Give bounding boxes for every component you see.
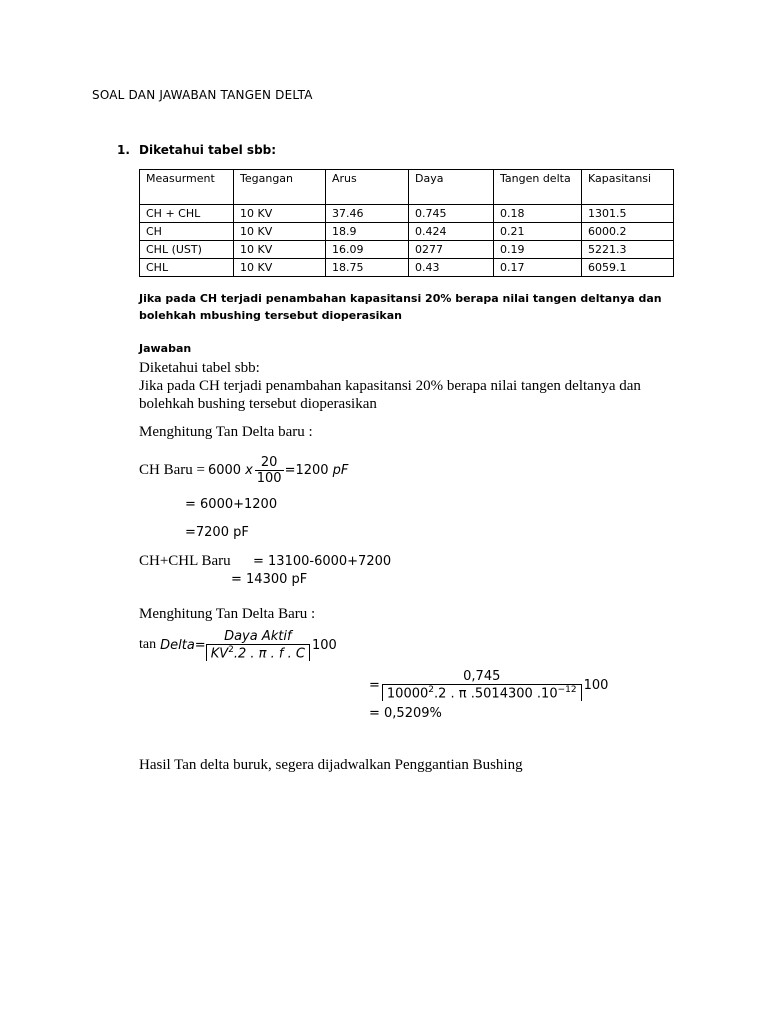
fraction-denominator: [206, 644, 310, 661]
ch-baru-times: x: [245, 462, 253, 478]
table-cell: 37.46: [326, 205, 409, 223]
table-cell: 18.75: [326, 259, 409, 277]
question-number: 1.: [117, 143, 130, 157]
table-cell: 16.09: [326, 241, 409, 259]
answer-heading: Jawaban: [139, 342, 192, 355]
table-header-cell: Tegangan: [234, 170, 326, 205]
question-body: [139, 290, 679, 324]
table-cell: 1301.5: [582, 205, 674, 223]
denominator-exponent: 2: [228, 644, 234, 655]
fraction-numerator: 0,745: [463, 668, 501, 684]
measurement-table: [139, 169, 674, 277]
table-cell: 6000.2: [582, 223, 674, 241]
calc-step: = 13100-6000+7200: [253, 554, 392, 569]
calc-heading: Menghitung Tan Delta baru :: [139, 424, 313, 440]
table-cell: 0.18: [494, 205, 582, 223]
ch-baru-equation: [139, 450, 348, 490]
table-cell: CH + CHL: [140, 205, 234, 223]
table-header-cell: Arus: [326, 170, 409, 205]
table-header-row: [140, 170, 674, 205]
table-row: [140, 241, 674, 259]
table-cell: 6059.1: [582, 259, 674, 277]
formula-multiplier: 100: [583, 677, 609, 693]
calc-step: =7200 pF: [185, 525, 249, 540]
table-cell: 18.9: [326, 223, 409, 241]
answer-restate-line: Jika pada CH terjadi penambahan kapasitansi 20% berapa nilai tangen deltanya dan: [139, 378, 641, 394]
table-cell: 10 KV: [234, 241, 326, 259]
calc-step: = 6000+1200: [185, 497, 278, 512]
table-cell: 0.424: [409, 223, 494, 241]
fraction-denominator: 100: [256, 470, 282, 486]
table-cell: 10 KV: [234, 223, 326, 241]
equals-sign: =: [194, 637, 206, 653]
denominator-exponent-2: −12: [557, 684, 577, 695]
tan-variable: Delta: [160, 637, 195, 653]
answer-restate-line: Diketahui tabel sbb:: [139, 360, 260, 376]
denominator-rest: .2 . π . f . C: [233, 646, 305, 662]
table-cell: CHL: [140, 259, 234, 277]
table-cell: 0.43: [409, 259, 494, 277]
calc-step: = 14300 pF: [231, 572, 308, 587]
table-row: [140, 259, 674, 277]
ch-baru-base: 6000: [207, 462, 242, 478]
table-header-cell: Daya: [409, 170, 494, 205]
denominator-rest: .2 . π .5014300 .10: [434, 686, 558, 702]
answer-restate-line: bolehkah bushing tersebut dioperasikan: [139, 396, 377, 412]
question-body-line: bolehkah mbushing tersebut dioperasikan: [139, 309, 402, 322]
table-header-cell: Kapasitansi: [582, 170, 674, 205]
ch-baru-result: =1200: [284, 462, 329, 478]
table-cell: 5221.3: [582, 241, 674, 259]
substituted-formula: [369, 664, 608, 706]
table-row: [140, 223, 674, 241]
denominator-base: 10000: [386, 686, 429, 702]
substituted-fraction: [382, 669, 582, 701]
ch-baru-fraction: [255, 455, 284, 486]
ch-baru-label: CH Baru =: [139, 461, 205, 478]
fraction-numerator: Daya Aktif: [224, 628, 292, 644]
result-value: = 0,5209%: [369, 706, 442, 721]
equals-sign: =: [369, 677, 380, 693]
formula-multiplier: 100: [311, 637, 337, 653]
table-cell: 0.745: [409, 205, 494, 223]
question-body-line: Jika pada CH terjadi penambahan kapasitansi 20% berapa nilai tangen deltanya dan: [139, 292, 662, 305]
table-cell: 0277: [409, 241, 494, 259]
denominator-exponent: 2: [428, 684, 434, 695]
table-cell: 10 KV: [234, 205, 326, 223]
table-cell: 0.21: [494, 223, 582, 241]
table-cell: 0.17: [494, 259, 582, 277]
question-intro: Diketahui tabel sbb:: [139, 143, 277, 157]
table-cell: 10 KV: [234, 259, 326, 277]
ch-baru-unit: pF: [332, 462, 349, 478]
table-cell: CH: [140, 223, 234, 241]
tan-label: tan: [139, 637, 157, 652]
table-cell: 0.19: [494, 241, 582, 259]
tan-delta-formula: [139, 624, 337, 666]
calc-heading: Menghitung Tan Delta Baru :: [139, 606, 316, 622]
conclusion: Hasil Tan delta buruk, segera dijadwalkan Penggantian Bushing: [139, 757, 523, 773]
fraction-numerator: 20: [260, 454, 278, 470]
table-row: [140, 205, 674, 223]
table-header-cell: Measurment: [140, 170, 234, 205]
document-title: SOAL DAN JAWABAN TANGEN DELTA: [92, 88, 313, 102]
fraction-denominator: [382, 684, 582, 701]
chchl-label: CH+CHL Baru: [139, 553, 231, 569]
table-header-cell: Tangen delta: [494, 170, 582, 205]
table-cell: CHL (UST): [140, 241, 234, 259]
formula-fraction: [206, 629, 310, 661]
denominator-kv: KV: [210, 646, 229, 662]
